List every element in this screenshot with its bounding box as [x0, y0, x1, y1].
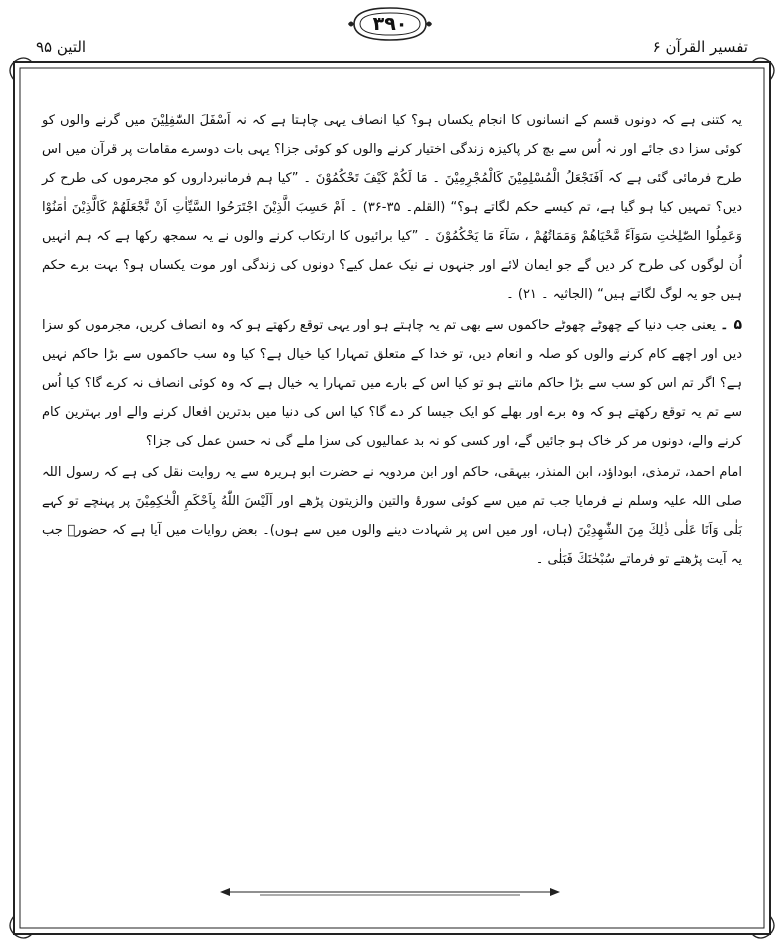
paragraph-2 [42, 311, 742, 456]
closing-ornament-icon [220, 884, 560, 900]
surah-name: التین ۹۵ [36, 38, 87, 56]
footnote-text: یعنی جب دنیا کے چھوٹے چھوٹے حاکموں سے بھی تم یہ چاہتے ہو اور یہی توقع رکھتے ہو کہ وہ انصاف کریں، مجرموں کو سزا دیں اور اچھے کام کرنے والوں کو صلہ و انعام دیں، تو خدا کے متعلق تمہارا کیا خیال ہے؟ کیا وہ سب حاکموں سے بڑا حاکم نہیں ہے؟ اگر تم اس کو سب سے بڑا حاکم مانتے ہو تو کیا اس کے بارے میں تمہارا یہ خیال ہے کہ وہ کوئی انصاف نہ کرے گا؟ کیا اُس سے تم یہ توقع رکھتے ہو کہ وہ برے اور بھلے کو ایک جیسا کر دے گا؟ کیا اس کی دنیا میں بدترین افعال کرنے والے اور بہترین کام کرنے والے، دونوں مر کر خاک ہو جائیں گے، اور کسی کو نہ بد عمالیوں کی سزا ملے گی نہ حسن عمل کی جزا؟ [42, 318, 742, 449]
page-number: ۳۹۰ [372, 13, 408, 35]
book-title: تفسیر القرآن ۶ [652, 38, 748, 56]
page-number-badge [346, 4, 434, 44]
paragraph-3: امام احمد، ترمذی، ابوداؤد، ابن المنذر، بیہقی، حاکم اور ابن مردویہ نے حضرت ابو ہریرہ سے یہ روایت نقل کی ہے کہ رسول اللہ صلی اللہ علیہ وسلم نے فرمایا جب تم میں سے کوئی سورۂ والتین والزیتون پڑھے اور اَلَیْسَ اللّٰهُ بِاَحْكَمِ الْحٰكِمِیْنَ پر پہنچے تو کہے بَلٰی وَاَنَا عَلٰی ذٰلِكَ مِنَ الشّٰهِدِیْنَ (ہاں، اور میں اس پر شہادت دینے والوں میں سے ہوں)۔ بعض روایات میں آیا ہے کہ حضورؐ جب یہ آیت پڑھتے تو فرماتے سُبْحٰنَكَ فَبَلٰی ۔ [42, 465, 742, 567]
commentary-text [42, 106, 742, 574]
footnote-number: ۵ ۔ [720, 317, 743, 333]
page-header [0, 0, 784, 60]
paragraph-1: یہ کتنی ہے کہ دونوں قسم کے انسانوں کا انجام یکساں ہو؟ کیا انصاف یہی چاہتا ہے کہ نہ اَسْفَلَ السّٰفِلِیْنَ میں گرنے والوں کو کوئی سزا دی جائے اور نہ اُس سے بچ کر پاکیزہ زندگی اختیار کرنے والوں کو کوئی جزا؟ یہی بات دوسرے مقامات پر قرآن میں اس طرح فرمائی گئی ہے کہ اَفَنَجْعَلُ الْمُسْلِمِیْنَ کَالْمُجْرِمِیْنَ ۔ مَا لَكُمْ كَیْفَ تَحْكُمُوْنَ ۔ ”کیا ہم فرمانبرداروں کو مجرموں کی طرح کر دیں؟ تمہیں کیا ہو گیا ہے، تم کیسے حکم لگاتے ہو؟“ (القلم۔ ۳۵-۳۶) ۔ اَمْ حَسِبَ الَّذِیْنَ اجْتَرَحُوا السَّیِّاٰتِ اَنْ نَّجْعَلَهُمْ كَالَّذِیْنَ اٰمَنُوْا وَعَمِلُوا الصّٰلِحٰتِ سَوَآءً مَّحْیَاهُمْ وَمَمَاتُهُمْ ، سَآءَ مَا یَحْكُمُوْنَ ۔ ”کیا برائیوں کا ارتکاب کرنے والوں نے یہ سمجھ رکھا ہے کہ ہم انہیں اُن لوگوں کی طرح کر دیں گے جو ایمان لائے اور جنہوں نے نیک عمل کیے؟ دونوں کی زندگی اور موت یکساں ہو؟ بہت برے حکم ہیں جو یہ لوگ لگاتے ہیں“ (الجاثیہ ۔ ۲۱) ۔ [42, 113, 742, 302]
